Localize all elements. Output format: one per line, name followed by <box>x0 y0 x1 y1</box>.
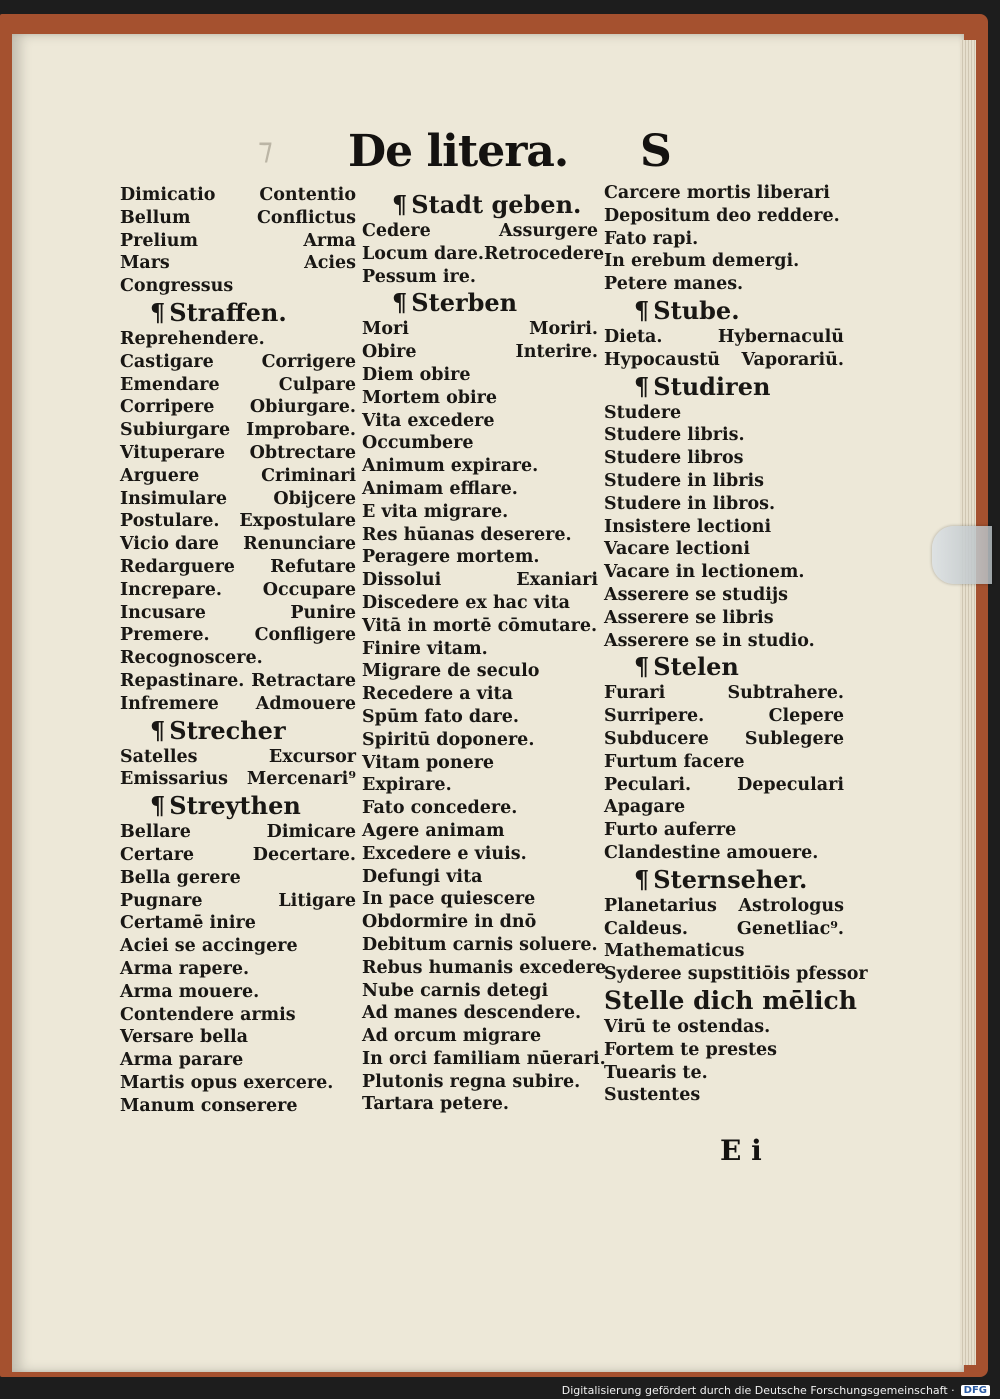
entry-term: Expirare. <box>362 775 452 796</box>
entry-line <box>604 349 844 372</box>
entry-term: Excedere e viuis. <box>362 843 527 864</box>
entry-term: Nube carnis detegi <box>362 980 549 1001</box>
entry-term: Vacare lectioni <box>604 539 750 560</box>
entry-term: Asserere se in studio. <box>604 630 815 651</box>
entry-line <box>604 584 844 607</box>
entry-term: Obire <box>362 342 417 363</box>
entry-synonym: Moriri. <box>529 319 598 340</box>
credit-text: Digitalisierung gefördert durch die Deutsche Forschungsgemeinschaft · <box>561 1384 955 1397</box>
entry-line <box>604 1084 844 1107</box>
entry-line <box>120 579 356 602</box>
entry-line <box>604 402 844 425</box>
entry-line <box>604 682 844 705</box>
entry-term: Reprehendere. <box>120 328 265 349</box>
entry-synonym: Refutare <box>270 556 356 577</box>
entry-line <box>120 275 356 298</box>
entry-line <box>362 1071 598 1094</box>
entry-synonym: Depeculari <box>737 774 844 795</box>
entry-line <box>604 607 844 630</box>
entry-term: Pessum ire. <box>362 266 476 287</box>
entry-synonym: Astrologus <box>738 895 844 916</box>
entry-line <box>120 207 356 230</box>
entry-line <box>362 729 598 752</box>
entry-term: Studere <box>604 402 682 423</box>
heading-text: Strecher <box>169 715 286 745</box>
entry-line <box>362 980 598 1003</box>
entry-term: Mars <box>120 253 170 274</box>
entry-term: Apagare <box>604 797 686 818</box>
entry-line <box>120 442 356 465</box>
entry-line <box>604 751 844 774</box>
entry-line <box>362 888 598 911</box>
entry-line <box>120 252 356 275</box>
entry-synonym: Acies <box>304 253 356 274</box>
entry-line <box>120 912 356 935</box>
entry-line <box>362 546 598 569</box>
section-heading <box>604 652 844 682</box>
entry-line <box>604 1062 844 1085</box>
entry-term: Migrare de seculo <box>362 661 540 682</box>
entry-term: Insistere lectioni <box>604 516 772 537</box>
entry-line <box>604 630 844 653</box>
entry-line <box>362 866 598 889</box>
section-heading <box>120 791 356 821</box>
entry-term: Fato concedere. <box>362 798 518 819</box>
entry-synonym: Excursor <box>268 746 356 767</box>
entry-term: Emissarius <box>120 769 228 790</box>
section-heading <box>604 372 844 402</box>
entry-term: Occumbere <box>362 433 474 454</box>
entry-term: Vicio dare <box>120 534 219 555</box>
entry-term: Mortem obire <box>362 387 498 408</box>
entry-term: Premere. <box>120 625 210 646</box>
entry-term: Studere libros <box>604 448 744 469</box>
entry-synonym: Punire <box>290 602 356 623</box>
entry-term: Surripere. <box>604 706 705 727</box>
entry-line <box>362 843 598 866</box>
entry-line <box>120 958 356 981</box>
section-heading <box>362 288 598 318</box>
entry-line <box>120 821 356 844</box>
entry-synonym: Litigare <box>278 890 356 911</box>
entry-term: Emendare <box>120 374 220 395</box>
entry-line <box>362 501 598 524</box>
entry-line <box>362 478 598 501</box>
entry-line <box>362 318 598 341</box>
digitization-credit <box>562 1384 990 1397</box>
entry-term: Depositum deo reddere. <box>604 205 840 226</box>
entry-synonym: Criminari <box>261 465 356 486</box>
entry-synonym: Confligere <box>254 625 356 646</box>
entry-line <box>362 660 598 683</box>
entry-synonym: Occupare <box>262 579 356 600</box>
heading-text: Streythen <box>169 791 301 821</box>
entry-term: Planetarius <box>604 895 717 916</box>
entry-term: Vitam ponere <box>362 752 495 773</box>
section-heading <box>120 716 356 746</box>
column-2 <box>362 190 607 1116</box>
entry-term: In pace quiescere <box>362 889 536 910</box>
section-heading <box>604 865 844 895</box>
entry-term: Sustentes <box>604 1085 701 1106</box>
entry-synonym: Interire. <box>515 342 598 363</box>
entry-term: Vita excedere <box>362 410 495 431</box>
entry-line <box>604 182 844 205</box>
entry-line <box>120 602 356 625</box>
entry-synonym: Renunciare <box>243 534 356 555</box>
entry-line <box>604 538 844 561</box>
entry-term: Locum dare. <box>362 243 484 264</box>
pilcrow-icon: ¶ <box>150 791 166 821</box>
entry-term: In erebum demergi. <box>604 251 800 272</box>
ornament-mark: ⁊ <box>258 132 273 167</box>
entry-term: Tartara petere. <box>362 1094 510 1115</box>
entry-term: Spiritū doponere. <box>362 729 535 750</box>
page-edges <box>960 40 976 1365</box>
entry-term: Asserere se libris <box>604 607 774 628</box>
section-heading <box>604 985 857 1016</box>
entry-term: Subducere <box>604 728 709 749</box>
section-heading <box>604 296 844 326</box>
entry-line <box>604 424 844 447</box>
entry-line <box>362 957 607 980</box>
entry-synonym: Obtrectare <box>249 442 356 463</box>
entry-term: Versare bella <box>120 1027 248 1048</box>
pilcrow-icon: ¶ <box>150 715 166 745</box>
entry-line <box>604 326 844 349</box>
entry-line <box>120 1095 356 1118</box>
entry-line <box>604 1039 844 1062</box>
entry-line <box>604 516 844 539</box>
entry-line <box>120 184 356 207</box>
entry-line <box>120 533 356 556</box>
entry-term: Recognoscere. <box>120 648 263 669</box>
entry-line <box>120 419 356 442</box>
entry-line <box>362 432 598 455</box>
entry-synonym: Subtrahere. <box>727 683 844 704</box>
entry-term: Clandestine amouere. <box>604 842 819 863</box>
entry-line <box>604 1016 844 1039</box>
heading-text: Straffen. <box>169 297 287 327</box>
entry-line <box>120 351 356 374</box>
entry-term: Arma rapere. <box>120 958 250 979</box>
entry-synonym: Obiurgare. <box>249 397 356 418</box>
entry-line <box>120 488 356 511</box>
entry-term: Repastinare. <box>120 670 245 691</box>
entry-synonym: Contentio <box>259 185 356 205</box>
entry-term: Finire vitam. <box>362 638 488 659</box>
entry-term: Res hūanas deserere. <box>362 524 572 545</box>
entry-term: Bellare <box>120 822 191 843</box>
entry-synonym: Clepere <box>768 706 844 727</box>
entry-line <box>362 1093 598 1116</box>
entry-synonym: Vaporariū. <box>741 349 844 370</box>
entry-term: Studere in libros. <box>604 493 776 514</box>
entry-line <box>362 683 598 706</box>
entry-line <box>362 638 598 661</box>
entry-term: Corripere <box>120 397 215 418</box>
entry-term: Dimicatio <box>120 185 216 205</box>
entry-line <box>120 230 356 253</box>
entry-line <box>362 341 598 364</box>
entry-term: Peragere mortem. <box>362 547 540 568</box>
pilcrow-icon: ¶ <box>392 288 408 318</box>
entry-term: Carcere mortis liberari <box>604 183 830 203</box>
entry-term: Peculari. <box>604 774 692 795</box>
entry-line <box>120 890 356 913</box>
entry-term: Virū te ostendas. <box>604 1016 771 1037</box>
entry-synonym: Conflictus <box>256 207 356 228</box>
entry-term: Asserere se studijs <box>604 584 789 605</box>
entry-term: Animam efflare. <box>362 478 518 499</box>
entry-line <box>604 963 868 986</box>
entry-line <box>362 387 598 410</box>
entry-line <box>362 266 598 289</box>
column-1 <box>120 184 356 1117</box>
entry-line <box>120 647 356 670</box>
heading-text: Sterben <box>411 288 518 318</box>
entry-synonym: Hybernaculū <box>717 326 844 347</box>
entry-term: Congressus <box>120 276 234 297</box>
pilcrow-icon: ¶ <box>392 190 408 219</box>
entry-line <box>120 768 356 791</box>
entry-term: Animum expirare. <box>362 456 539 477</box>
pilcrow-icon: ¶ <box>634 371 650 401</box>
entry-line <box>604 205 844 228</box>
entry-synonym: Retrocedere <box>484 243 605 264</box>
entry-line <box>120 670 356 693</box>
entry-line <box>604 705 844 728</box>
entry-term: Recedere a vita <box>362 684 513 705</box>
entry-term: Castigare <box>120 351 214 372</box>
entry-term: Mori <box>362 319 409 340</box>
entry-term: Studere in libris <box>604 470 764 491</box>
entry-term: Fortem te prestes <box>604 1039 778 1060</box>
entry-term: Certamē inire <box>120 913 256 934</box>
entry-term: Mathematicus <box>604 941 745 962</box>
entry-line <box>120 374 356 397</box>
entry-line <box>362 524 598 547</box>
signature-letter: S <box>640 126 672 177</box>
entry-line <box>120 1004 356 1027</box>
entry-line <box>120 844 356 867</box>
entry-term: Vituperare <box>120 442 226 463</box>
entry-line <box>604 250 844 273</box>
entry-term: Infremere <box>120 693 219 714</box>
entry-synonym: Arma <box>303 230 356 251</box>
entry-term: Petere manes. <box>604 274 744 295</box>
entry-line <box>362 455 598 478</box>
entry-term: Ad manes descendere. <box>362 1003 582 1024</box>
entry-synonym: Dimicare <box>266 822 356 843</box>
entry-line <box>362 1025 598 1048</box>
entry-synonym: Culpare <box>278 374 356 395</box>
entry-line <box>362 706 598 729</box>
entry-line <box>604 273 844 296</box>
entry-line <box>120 935 356 958</box>
entry-line <box>362 1002 598 1025</box>
entry-term: Pugnare <box>120 890 203 911</box>
entry-line <box>362 1048 606 1071</box>
heading-text: Stube. <box>653 295 740 325</box>
entry-term: Increpare. <box>120 579 222 600</box>
entry-term: Discedere ex hac vita <box>362 592 570 613</box>
entry-term: Furtum facere <box>604 751 745 772</box>
entry-term: Certare <box>120 844 195 865</box>
dfg-logo: DFG <box>961 1385 990 1396</box>
entry-line <box>362 243 605 266</box>
entry-term: Incusare <box>120 602 206 623</box>
entry-synonym: Sublegere <box>744 728 844 749</box>
entry-term: Redarguere <box>120 556 235 577</box>
entry-term: Furto auferre <box>604 820 737 841</box>
entry-line <box>120 1072 356 1095</box>
entry-term: Fato rapi. <box>604 228 699 249</box>
entry-term: Rebus humanis excedere <box>362 957 607 978</box>
entry-line <box>362 911 598 934</box>
heading-text: Stadt geben. <box>411 190 582 219</box>
entry-line <box>120 510 356 533</box>
entry-term: Contendere armis <box>120 1004 296 1025</box>
entry-term: Caldeus. <box>604 918 688 939</box>
entry-line <box>120 396 356 419</box>
entry-line <box>604 447 844 470</box>
entry-term: Insimulare <box>120 488 227 509</box>
entry-term: Arma parare <box>120 1050 244 1071</box>
entry-term: Vitā in mortē cōmutare. <box>362 615 598 636</box>
entry-line <box>604 895 844 918</box>
pilcrow-icon: ¶ <box>634 295 650 325</box>
entry-synonym: Retractare <box>251 670 356 691</box>
entry-line <box>362 820 598 843</box>
heading-text: Stelle dich mēlich <box>604 985 857 1015</box>
entry-synonym: Admouere <box>255 693 356 714</box>
entry-line <box>362 774 598 797</box>
entry-term: Arguere <box>120 465 200 486</box>
entry-term: Postulare. <box>120 511 220 532</box>
entry-term: Prelium <box>120 230 199 251</box>
entry-term: Arma mouere. <box>120 981 260 1002</box>
entry-line <box>604 774 844 797</box>
entry-term: Vacare in lectionem. <box>604 562 805 583</box>
entry-line <box>604 940 844 963</box>
entry-term: Furari <box>604 683 666 704</box>
entry-line <box>604 796 844 819</box>
signature-mark: E i <box>720 1134 762 1167</box>
entry-term: Defungi vita <box>362 866 483 887</box>
entry-synonym: Expostulare <box>239 511 356 532</box>
entry-term: Studere libris. <box>604 425 745 446</box>
entry-line <box>362 797 598 820</box>
entry-term: Agere animam <box>362 820 505 841</box>
section-heading <box>362 190 598 220</box>
entry-synonym: Assurgere <box>499 221 598 241</box>
column-3 <box>604 182 868 1107</box>
entry-line <box>604 918 844 941</box>
heading-text: Stelen <box>653 652 739 682</box>
entry-term: Obdormire in dnō <box>362 912 537 933</box>
entry-line <box>120 1049 356 1072</box>
pilcrow-icon: ¶ <box>150 297 166 327</box>
entry-line <box>362 410 598 433</box>
entry-line <box>120 624 356 647</box>
entry-line <box>120 465 356 488</box>
entry-synonym: Genetliac⁹. <box>736 918 844 939</box>
entry-line <box>120 746 356 769</box>
entry-line <box>604 819 844 842</box>
entry-synonym: Improbare. <box>246 420 356 441</box>
entry-term: Ad orcum migrare <box>362 1026 542 1047</box>
entry-line <box>362 364 598 387</box>
entry-term: Hypocaustū <box>604 349 720 370</box>
entry-term: E vita migrare. <box>362 501 509 522</box>
entry-synonym: Corrigere <box>261 351 356 372</box>
entry-line <box>604 493 844 516</box>
entry-line <box>120 328 356 351</box>
entry-term: Dissolui <box>362 570 442 591</box>
entry-term: Spūm fato dare. <box>362 706 519 727</box>
entry-term: Debitum carnis soluere. <box>362 934 598 955</box>
entry-line <box>604 470 844 493</box>
page-title: De litera. <box>348 126 569 177</box>
pilcrow-icon: ¶ <box>634 864 650 894</box>
entry-term: Martis opus exercere. <box>120 1072 334 1093</box>
entry-synonym: Exaniari <box>516 570 598 591</box>
entry-term: Diem obire <box>362 364 471 385</box>
entry-term: Manum conserere <box>120 1095 298 1116</box>
entry-line <box>120 693 356 716</box>
entry-line <box>604 561 844 584</box>
entry-term: Subiurgare <box>120 420 231 441</box>
entry-line <box>362 934 598 957</box>
entry-line <box>362 615 598 638</box>
entry-synonym: Mercenari⁹ <box>246 769 356 790</box>
entry-line <box>120 981 356 1004</box>
entry-line <box>362 752 598 775</box>
section-heading <box>120 298 356 328</box>
entry-term: In orci familiam nūerari. <box>362 1048 606 1069</box>
pilcrow-icon: ¶ <box>634 652 650 682</box>
entry-line <box>604 728 844 751</box>
heading-text: Studiren <box>653 371 771 401</box>
entry-line <box>120 867 356 890</box>
entry-term: Plutonis regna subire. <box>362 1071 581 1092</box>
entry-line <box>362 592 598 615</box>
entry-line <box>362 569 598 592</box>
entry-term: Bella gerere <box>120 867 241 888</box>
entry-term: Satelles <box>120 746 198 767</box>
heading-text: Sternseher. <box>653 864 808 894</box>
entry-line <box>120 1026 356 1049</box>
entry-term: Dieta. <box>604 326 663 347</box>
entry-line <box>604 228 844 251</box>
entry-term: Syderee supstitiōis pfessor <box>604 964 868 985</box>
entry-term: Bellum <box>120 207 191 228</box>
page-clip <box>932 526 992 584</box>
entry-term: Cedere <box>362 221 431 241</box>
entry-term: Tuearis te. <box>604 1062 708 1083</box>
entry-synonym: Decertare. <box>252 844 356 865</box>
entry-line <box>362 220 598 243</box>
entry-line <box>604 842 844 865</box>
entry-term: Aciei se accingere <box>120 936 298 957</box>
entry-synonym: Obijcere <box>273 488 356 509</box>
entry-line <box>120 556 356 579</box>
